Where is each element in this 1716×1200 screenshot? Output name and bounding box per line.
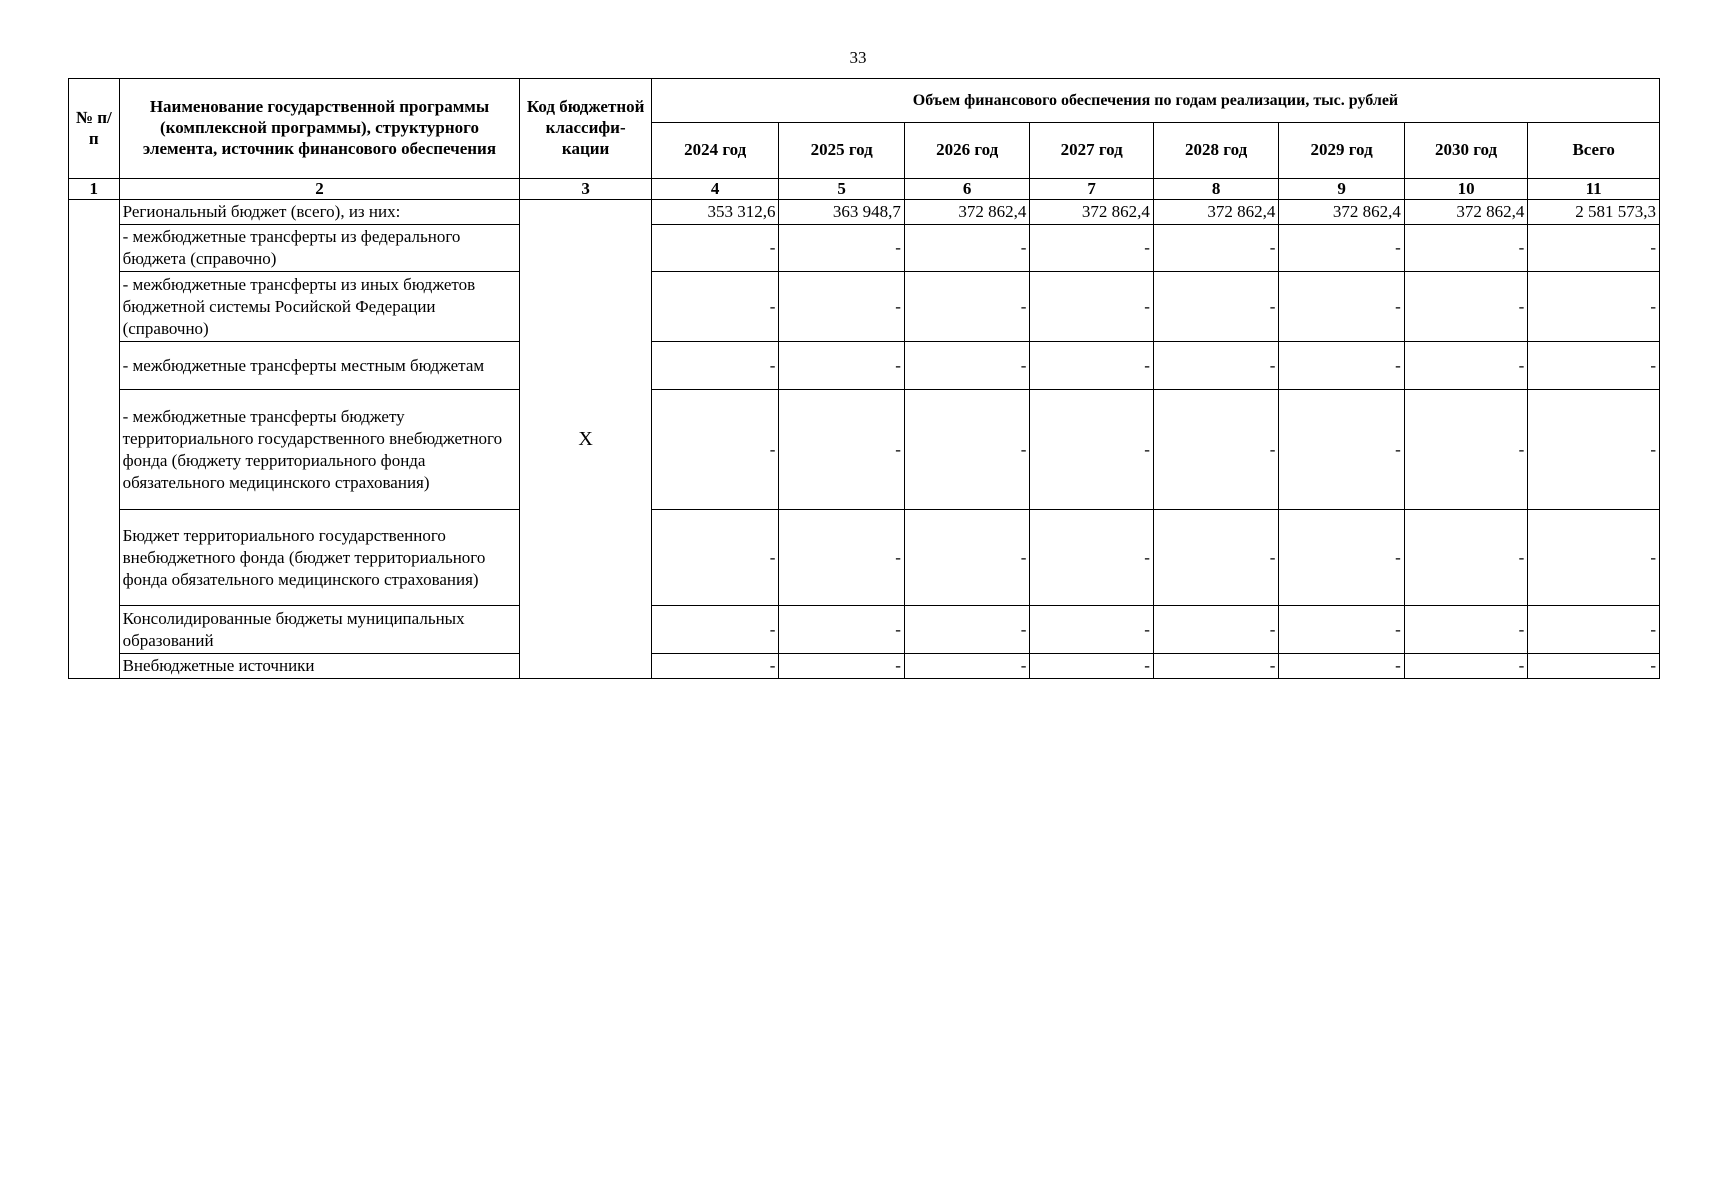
value-cell: - (1153, 390, 1278, 510)
row-name: - межбюджетные трансферты из федерального бюджета (справочно) (119, 225, 520, 272)
column-number: 11 (1528, 179, 1660, 200)
row-name: - межбюджетные трансферты местным бюджетам (119, 342, 520, 390)
value-cell: - (1030, 654, 1153, 679)
column-number: 2 (119, 179, 520, 200)
row-name: Консолидированные бюджеты муниципальных образований (119, 606, 520, 654)
value-cell: - (904, 225, 1029, 272)
table-row (69, 606, 1660, 654)
row-name: - межбюджетные трансферты бюджету территориального государственного внебюджетного фонда (бюджету территориального фонда обязательного медицинского страхования) (119, 390, 520, 510)
page-number: 33 (849, 48, 867, 67)
value-cell: - (1030, 272, 1153, 342)
header-year: 2030 год (1404, 123, 1527, 179)
value-cell: - (1404, 342, 1527, 390)
column-number: 9 (1279, 179, 1404, 200)
header-total: Всего (1528, 123, 1660, 179)
value-cell: - (651, 272, 779, 342)
value-cell: 353 312,6 (651, 200, 779, 225)
row-name: Внебюджетные источники (119, 654, 520, 679)
header-code: Код бюджетной классифи-кации (520, 79, 652, 179)
value-cell: - (779, 272, 904, 342)
table-row (69, 510, 1660, 606)
value-cell: - (1404, 510, 1527, 606)
value-cell: - (651, 390, 779, 510)
row-name: - межбюджетные трансферты из иных бюджетов бюджетной системы Росийской Федерации (справочно) (119, 272, 520, 342)
column-number: 4 (651, 179, 779, 200)
value-cell: - (1279, 390, 1404, 510)
value-cell: - (1279, 342, 1404, 390)
financing-table (68, 78, 1660, 679)
value-cell: - (1030, 225, 1153, 272)
total-cell: - (1528, 272, 1660, 342)
header-name: Наименование государственной программы (комплексной программы), структурного элемента, источник финансового обеспечения (119, 79, 520, 179)
value-cell: - (1153, 654, 1278, 679)
value-cell: - (651, 342, 779, 390)
value-cell: - (1404, 272, 1527, 342)
value-cell: - (1404, 654, 1527, 679)
value-cell: - (904, 510, 1029, 606)
value-cell: 372 862,4 (1030, 200, 1153, 225)
table-row (69, 272, 1660, 342)
table-row (69, 654, 1660, 679)
value-cell: - (1153, 510, 1278, 606)
value-cell: - (651, 654, 779, 679)
total-cell: - (1528, 606, 1660, 654)
header-volume: Объем финансового обеспечения по годам реализации, тыс. рублей (651, 79, 1659, 123)
total-cell: - (1528, 342, 1660, 390)
value-cell: - (1404, 390, 1527, 510)
column-number: 7 (1030, 179, 1153, 200)
value-cell: - (779, 225, 904, 272)
column-number: 1 (69, 179, 120, 200)
row-name: Региональный бюджет (всего), из них: (119, 200, 520, 225)
table-row (69, 390, 1660, 510)
header-num: № п/п (69, 79, 120, 179)
value-cell: 372 862,4 (1279, 200, 1404, 225)
value-cell: - (1153, 342, 1278, 390)
value-cell: - (1030, 606, 1153, 654)
value-cell: - (779, 606, 904, 654)
value-cell: - (1279, 606, 1404, 654)
column-number: 8 (1153, 179, 1278, 200)
column-number: 5 (779, 179, 904, 200)
value-cell: - (1153, 606, 1278, 654)
column-number: 10 (1404, 179, 1527, 200)
value-cell: - (651, 606, 779, 654)
header-year: 2028 год (1153, 123, 1278, 179)
total-cell: - (1528, 390, 1660, 510)
value-cell: - (1030, 510, 1153, 606)
row-name: Бюджет территориального государственного внебюджетного фонда (бюджет территориального фонда обязательного медицинского страхования) (119, 510, 520, 606)
value-cell: - (904, 390, 1029, 510)
table-row (69, 342, 1660, 390)
value-cell: - (779, 510, 904, 606)
value-cell: - (651, 225, 779, 272)
value-cell: - (1279, 225, 1404, 272)
table-row (69, 200, 1660, 225)
header-year: 2026 год (904, 123, 1029, 179)
value-cell: - (779, 654, 904, 679)
value-cell: - (904, 272, 1029, 342)
header-year: 2024 год (651, 123, 779, 179)
value-cell: - (904, 654, 1029, 679)
header-year: 2029 год (1279, 123, 1404, 179)
total-cell: - (1528, 654, 1660, 679)
value-cell: - (779, 342, 904, 390)
value-cell: - (1279, 510, 1404, 606)
total-cell: 2 581 573,3 (1528, 200, 1660, 225)
value-cell: - (779, 390, 904, 510)
value-cell: 372 862,4 (1404, 200, 1527, 225)
value-cell: - (1279, 272, 1404, 342)
budget-code-cell: X (520, 200, 652, 679)
value-cell: - (1404, 606, 1527, 654)
header-year: 2027 год (1030, 123, 1153, 179)
value-cell: - (1404, 225, 1527, 272)
value-cell: 372 862,4 (904, 200, 1029, 225)
value-cell: 363 948,7 (779, 200, 904, 225)
header-year: 2025 год (779, 123, 904, 179)
value-cell: - (904, 342, 1029, 390)
value-cell: - (1279, 654, 1404, 679)
column-number: 3 (520, 179, 652, 200)
column-number-row (69, 179, 1660, 200)
column-number: 6 (904, 179, 1029, 200)
value-cell: - (1153, 272, 1278, 342)
table-row (69, 225, 1660, 272)
value-cell: - (651, 510, 779, 606)
total-cell: - (1528, 510, 1660, 606)
total-cell: - (1528, 225, 1660, 272)
value-cell: - (904, 606, 1029, 654)
value-cell: - (1153, 225, 1278, 272)
num-cell (69, 200, 120, 679)
value-cell: - (1030, 390, 1153, 510)
value-cell: 372 862,4 (1153, 200, 1278, 225)
value-cell: - (1030, 342, 1153, 390)
